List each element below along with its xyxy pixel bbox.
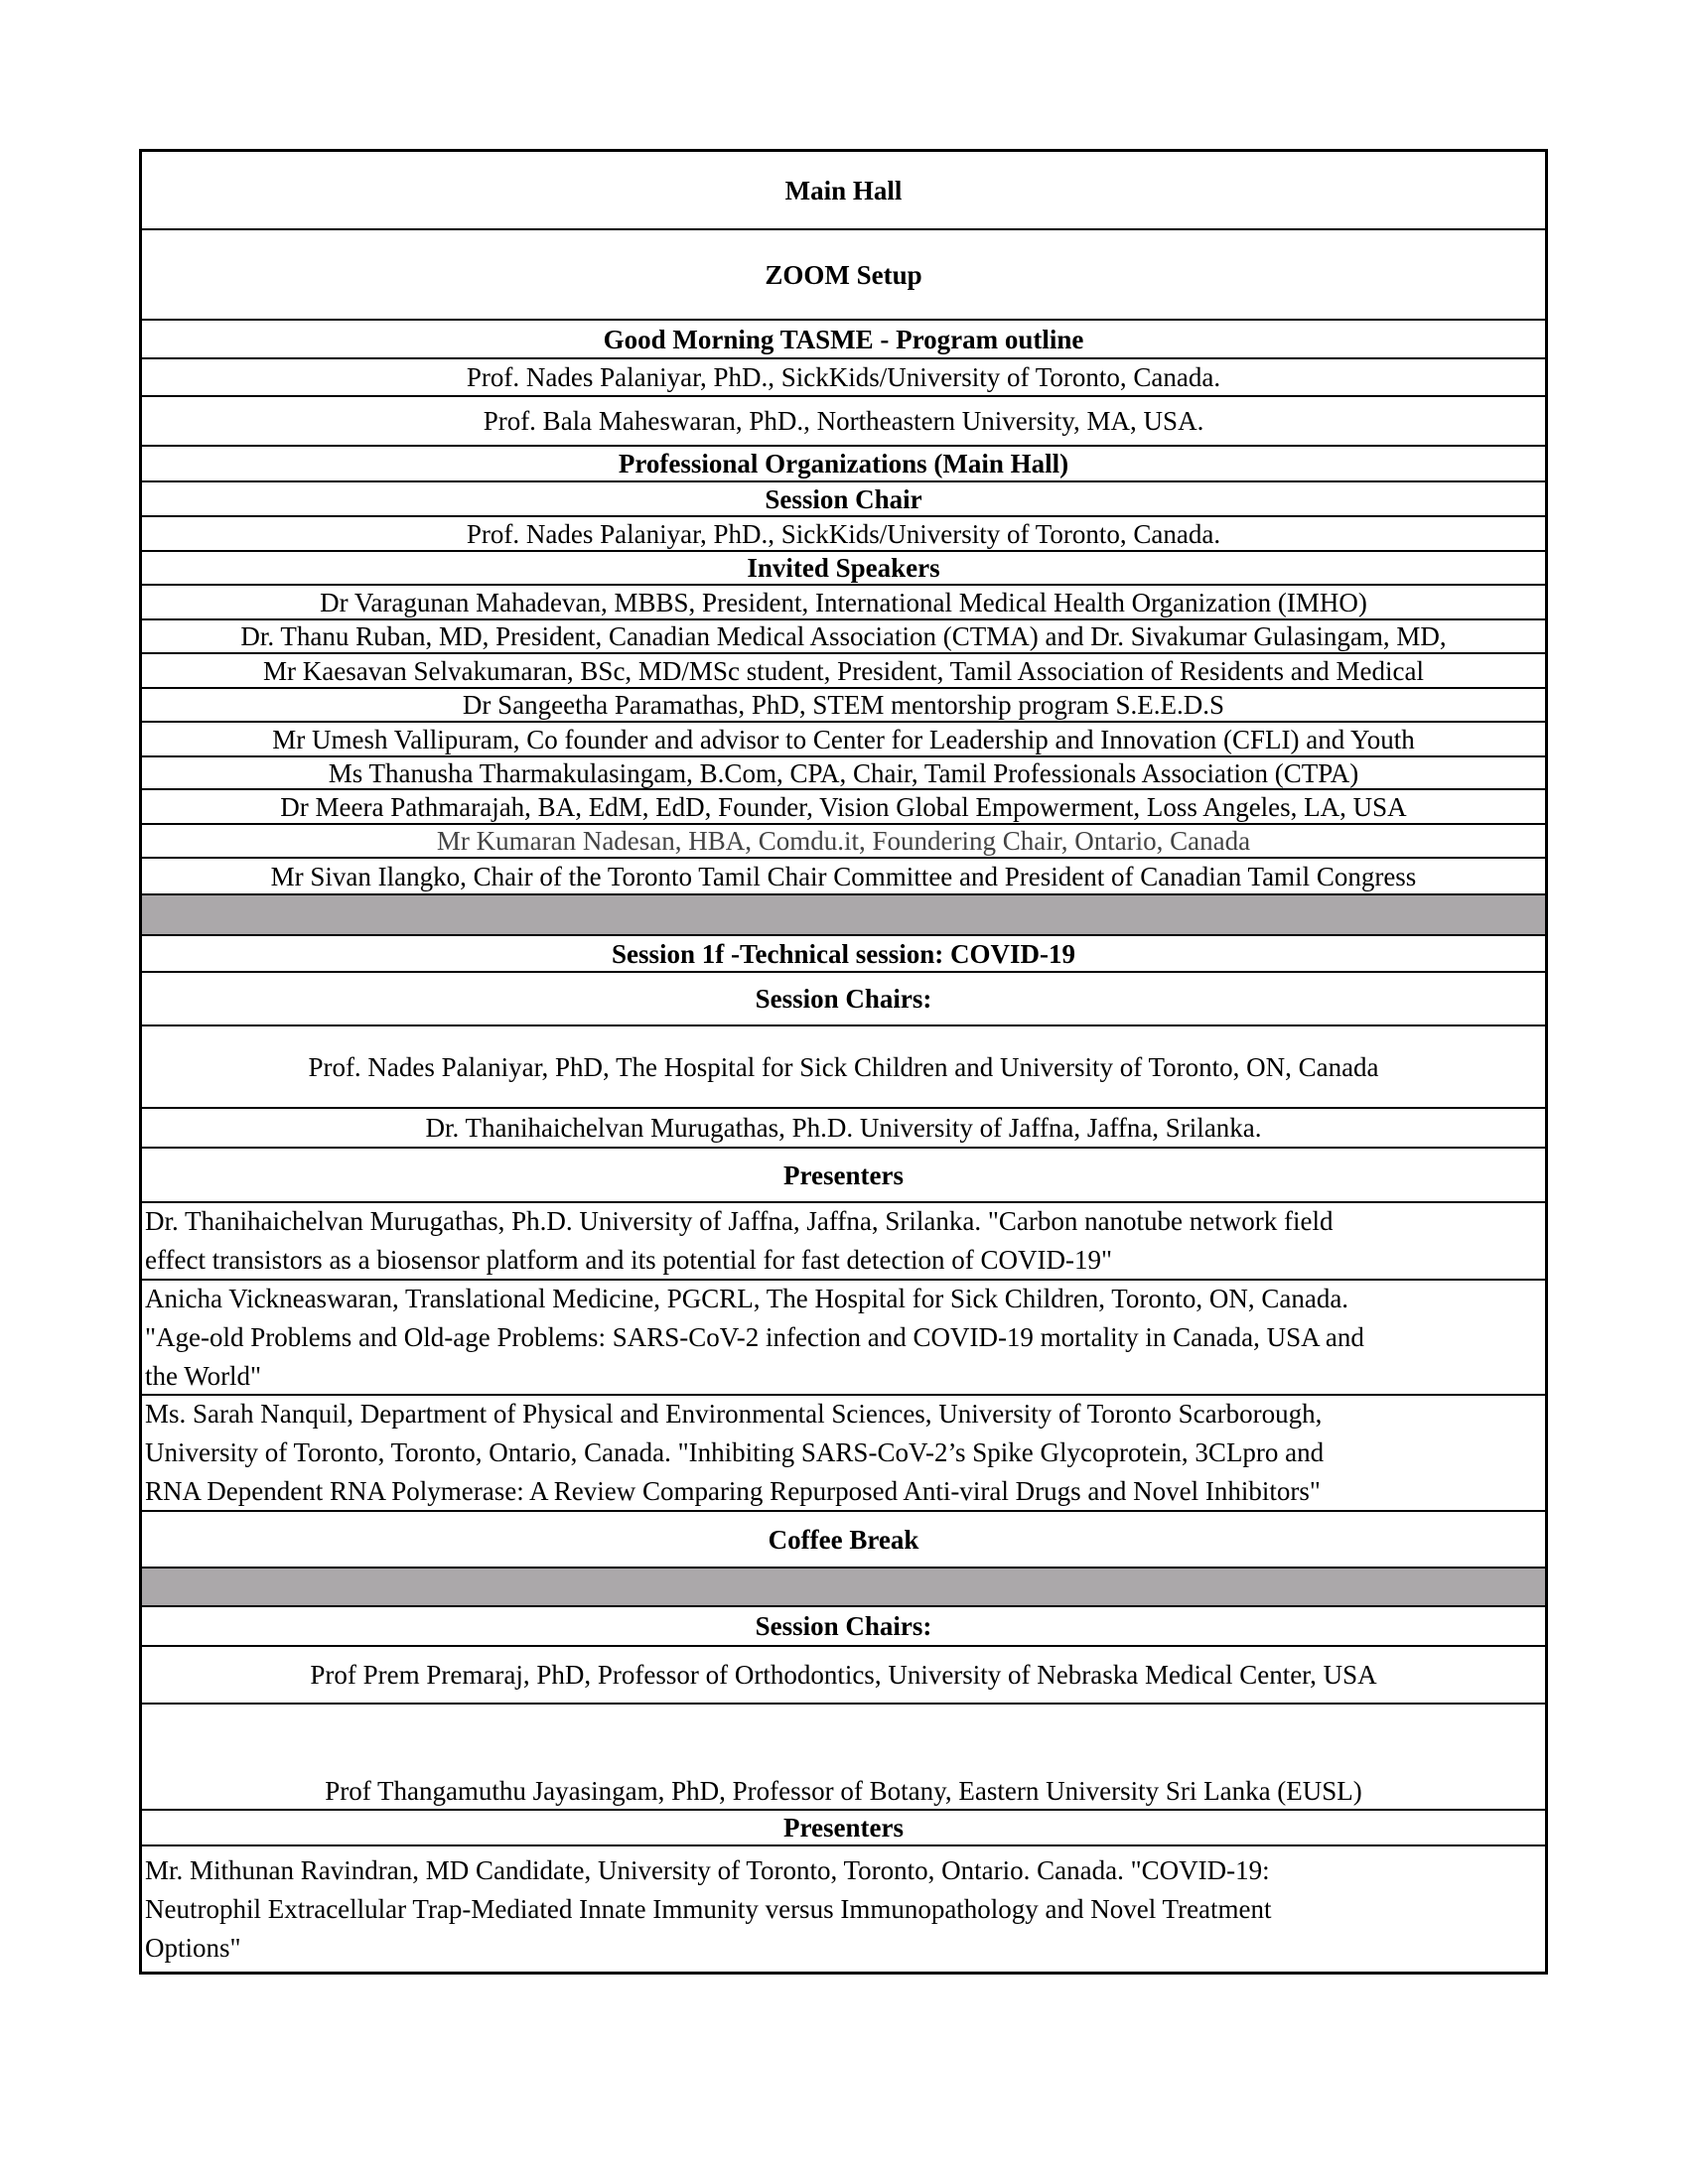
invited-speaker: Mr Kaesavan Selvakumaran, BSc, MD/MSc student, President, Tamil Association of Residents and Medical (142, 652, 1545, 687)
invited-speaker: Dr Varagunan Mahadevan, MBBS, President, International Medical Health Organization (IMHO) (142, 584, 1545, 618)
program-outline-title: Good Morning TASME - Program outline (142, 319, 1545, 357)
zoom-setup-row: ZOOM Setup (142, 228, 1545, 319)
welcome-speaker-2: Prof. Bala Maheswaran, PhD., Northeastern University, MA, USA. (142, 395, 1545, 445)
invited-speaker: Mr Sivan Ilangko, Chair of the Toronto Tamil Chair Committee and President of Canadian Tamil Congress (142, 857, 1545, 893)
invited-speaker: Dr Meera Pathmarajah, BA, EdM, EdD, Founder, Vision Global Empowerment, Loss Angeles, LA, USA (142, 788, 1545, 823)
session-chair-2: Dr. Thanihaichelvan Murugathas, Ph.D. University of Jaffna, Jaffna, Srilanka. (142, 1107, 1545, 1147)
presenter-line: Neutrophil Extracellular Trap-Mediated Innate Immunity versus Immunopathology and Novel Treatment (145, 1893, 1272, 1924)
presenter-line: University of Toronto, Toronto, Ontario, Canada. "Inhibiting SARS-CoV-2’s Spike Glycoprotein, 3CLpro and (145, 1437, 1325, 1467)
session-chair-1: Prof Prem Premaraj, PhD, Professor of Orthodontics, University of Nebraska Medical Center, USA (142, 1645, 1545, 1703)
session-chair-label: Session Chair (142, 480, 1545, 515)
presenter-entry (142, 1394, 1545, 1510)
presenter-entry (142, 1279, 1545, 1394)
presenter-line: RNA Dependent RNA Polymerase: A Review Comparing Repurposed Anti-viral Drugs and Novel Inhibitors" (145, 1476, 1321, 1506)
presenters-label: Presenters (142, 1147, 1545, 1201)
session-chair-2: Prof Thangamuthu Jayasingam, PhD, Professor of Botany, Eastern University Sri Lanka (EUSL) (142, 1703, 1545, 1809)
welcome-speaker-1: Prof. Nades Palaniyar, PhD., SickKids/University of Toronto, Canada. (142, 357, 1545, 395)
presenter-line: Options" (145, 1932, 241, 1963)
presenter-line: Dr. Thanihaichelvan Murugathas, Ph.D. University of Jaffna, Jaffna, Srilanka. "Carbon nanotube network field (145, 1206, 1334, 1236)
program-table (139, 149, 1548, 1975)
presenter-line: the World" (145, 1360, 262, 1391)
section-divider (142, 1567, 1545, 1605)
invited-speaker: Ms Thanusha Tharmakulasingam, B.Com, CPA, Chair, Tamil Professionals Association (CTPA) (142, 755, 1545, 788)
professional-orgs-title: Professional Organizations (Main Hall) (142, 445, 1545, 480)
session-chair-1: Prof. Nades Palaniyar, PhD, The Hospital for Sick Children and University of Toronto, ON, Canada (142, 1024, 1545, 1107)
presenters-label: Presenters (142, 1809, 1545, 1844)
invited-speaker: Mr Umesh Vallipuram, Co founder and advisor to Center for Leadership and Innovation (CFLI) and Youth (142, 721, 1545, 755)
presenter-line: Anicha Vickneaswaran, Translational Medicine, PGCRL, The Hospital for Sick Children, Toronto, ON, Canada. (145, 1283, 1349, 1313)
session-1f-title: Session 1f -Technical session: COVID-19 (142, 934, 1545, 971)
presenter-line: "Age-old Problems and Old-age Problems: SARS-CoV-2 infection and COVID-19 mortality in Canada, USA and (145, 1321, 1364, 1352)
presenter-line: Mr. Mithunan Ravindran, MD Candidate, University of Toronto, Toronto, Ontario. Canada. "COVID-19: (145, 1854, 1270, 1885)
invited-speaker: Dr Sangeetha Paramathas, PhD, STEM mentorship program S.E.E.D.S (142, 687, 1545, 721)
session-chairs-label: Session Chairs: (142, 971, 1545, 1024)
presenter-line: effect transistors as a biosensor platform and its potential for fast detection of COVID-19" (145, 1245, 1113, 1275)
session-chair-name: Prof. Nades Palaniyar, PhD., SickKids/University of Toronto, Canada. (142, 515, 1545, 550)
main-hall-heading: Main Hall (784, 175, 903, 205)
coffee-break: Coffee Break (142, 1510, 1545, 1567)
presenter-entry (142, 1201, 1545, 1279)
section-divider (142, 893, 1545, 934)
presenter-entry (142, 1844, 1545, 1972)
session-chairs-label: Session Chairs: (142, 1605, 1545, 1645)
invited-speakers-label: Invited Speakers (142, 550, 1545, 584)
invited-speaker: Mr Kumaran Nadesan, HBA, Comdu.it, Foundering Chair, Ontario, Canada (142, 823, 1545, 857)
invited-speaker: Dr. Thanu Ruban, MD, President, Canadian Medical Association (CTMA) and Dr. Sivakumar Gulasingam, MD, (142, 618, 1545, 652)
presenter-line: Ms. Sarah Nanquil, Department of Physical and Environmental Sciences, University of Toronto Scarborough, (145, 1399, 1323, 1429)
